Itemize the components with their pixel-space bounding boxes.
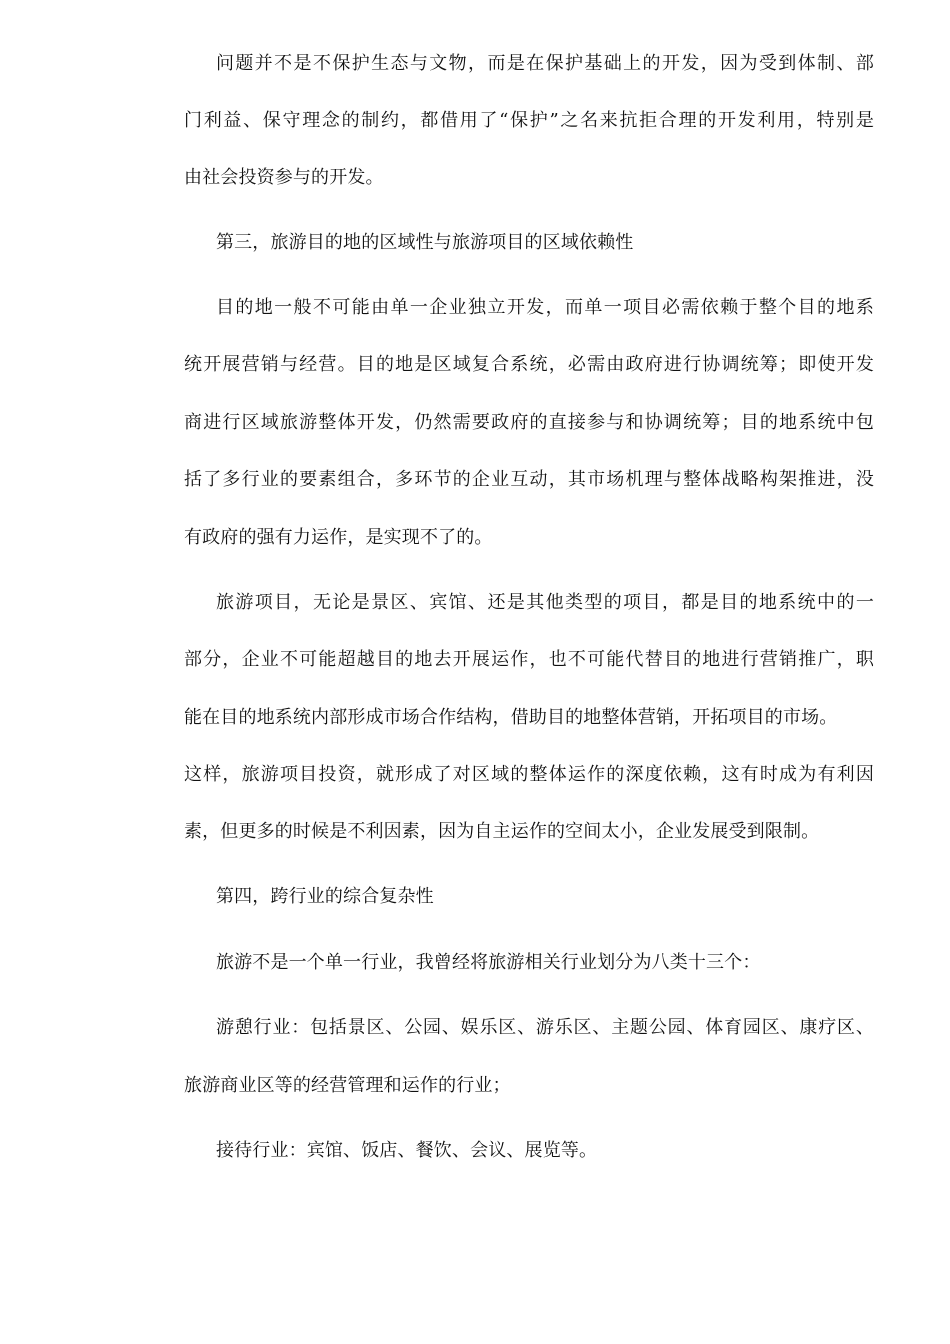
paragraph-line: 括了多行业的要素组合，多环节的企业互动，其市场机理与整体战略构架推进，没 [184,469,874,490]
paragraph-line: 游憩行业：包括景区、公园、娱乐区、游乐区、主题公园、体育园区、康疗区、 [216,1017,874,1038]
paragraph-line: 商进行区域旅游整体开发，仍然需要政府的直接参与和协调统筹；目的地系统中包 [184,412,874,433]
paragraph-line: 门利益、保守理念的制约，都借用了“保护”之名来抗拒合理的开发利用，特别是 [184,110,874,131]
paragraph-line: 接待行业：宾馆、饭店、餐饮、会议、展览等。 [216,1140,598,1161]
paragraph-line: 素，但更多的时候是不利因素，因为自主运作的空间太小，企业发展受到限制。 [184,821,820,842]
paragraph-line: 旅游项目，无论是景区、宾馆、还是其他类型的项目，都是目的地系统中的一 [216,592,874,613]
paragraph-line: 能在目的地系统内部形成市场合作结构，借助目的地整体营销，开拓项目的市场。 [184,707,838,728]
paragraph-line: 目的地一般不可能由单一企业独立开发，而单一项目必需依赖于整个目的地系 [216,297,874,318]
section-heading: 第三，旅游目的地的区域性与旅游项目的区域依赖性 [216,232,634,253]
paragraph-line: 部分，企业不可能超越目的地去开展运作，也不可能代替目的地进行营销推广，职 [184,649,874,670]
paragraph-line: 有政府的强有力运作，是实现不了的。 [184,527,493,548]
paragraph-line: 旅游商业区等的经营管理和运作的行业； [184,1075,511,1096]
paragraph-line: 问题并不是不保护生态与文物，而是在保护基础上的开发，因为受到体制、部 [216,53,874,74]
paragraph-line: 旅游不是一个单一行业，我曾经将旅游相关行业划分为八类十三个： [216,952,761,973]
paragraph-line: 这样，旅游项目投资，就形成了对区域的整体运作的深度依赖，这有时成为有利因 [184,764,874,785]
section-heading: 第四，跨行业的综合复杂性 [216,886,434,907]
paragraph-line: 由社会投资参与的开发。 [184,167,384,188]
paragraph-line: 统开展营销与经营。目的地是区域复合系统，必需由政府进行协调统筹；即使开发 [184,354,874,375]
